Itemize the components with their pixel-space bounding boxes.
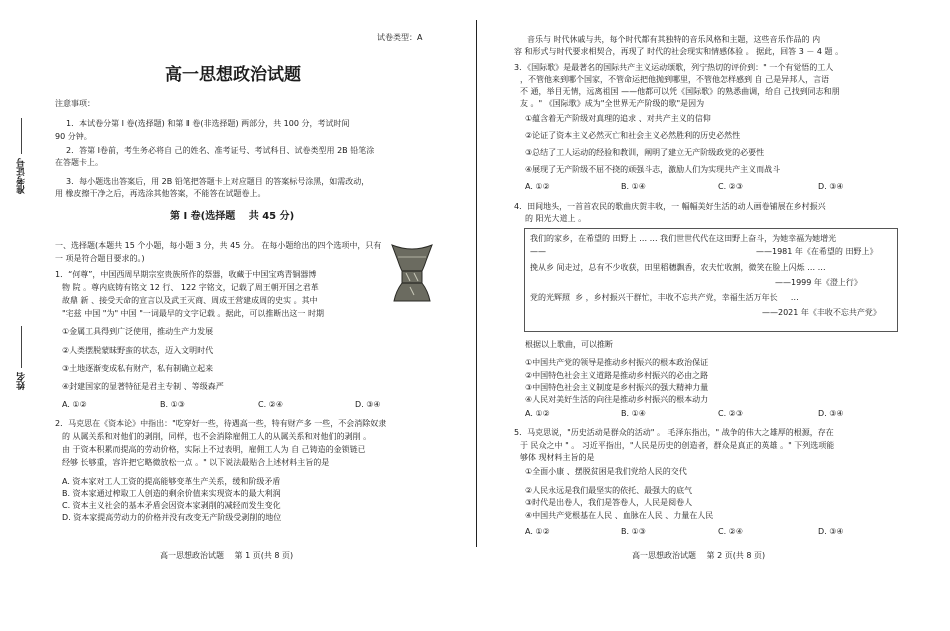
q4-choice-c: C. ②③	[718, 409, 744, 418]
q3-line-1: 3．《国际歌》是最著名的国际共产主义运动颂歌，列宁热切的评价到：" 一个有觉悟的工人	[514, 63, 834, 72]
note-1a: 1．本试卷分第 Ⅰ 卷(选择题) 和第 Ⅱ 卷(非选择题) 两部分，共 100 分，考试时间	[66, 119, 350, 128]
q3-option-1: ①蕴含着无产阶级对真理的追求 、对共产主义的信仰	[525, 114, 711, 123]
q3-line-2: ，不管他来到哪个国家，不管命运把他抛到哪里，不管他怎样感到 自 己是异邦人，言语	[520, 75, 830, 84]
q3-option-2: ②论证了资本主义必然灭亡和社会主义必然胜利的历史必然性	[525, 131, 741, 140]
footer-right: 高一思想政治试题 第 2 页(共 8 页)	[632, 551, 766, 560]
q1-choice-a: A. ①②	[62, 400, 87, 409]
name-label: 姓名	[17, 372, 27, 390]
footer-left: 高一思想政治试题 第 1 页(共 8 页)	[160, 551, 294, 560]
note-3b: 用 橡皮擦干净之后，再选涂其他答案，不能答在试题卷上。	[55, 189, 266, 198]
q1-line-2: 物 院 。尊内底铸有铭文 12 行、 122 字铭文，记载了周王朝开国之君革	[62, 283, 319, 292]
q1-line-3: 故鼎 新 、接受天命的宣言以及武王灭商、周成王营建成周的史实 。其中	[62, 296, 318, 305]
q4-option-2: ②中国特色社会主义道路是推动乡村振兴的必由之路	[525, 371, 709, 380]
q1-line-1: 1．“何尊”，中国西周早期宗室贵族所作的祭器，收藏于中国宝鸡青铜器博	[55, 270, 317, 279]
he-zun-vessel-image	[388, 243, 436, 303]
q4-line-1: 4．田间地头，一首首农民的歌曲庆贺丰收，一 幅幅美好生活的动人画卷铺展在乡村振兴	[514, 202, 826, 211]
q1-option-3: ③土地逐渐变成私有财产，私有制确立起来	[62, 364, 214, 373]
q3-choice-a: A. ①②	[525, 182, 550, 191]
q3-4-intro-1: 音乐与 时代休戚与共，每个时代都有其独特的音乐风格和主题，这些音乐作品的 内	[527, 35, 821, 44]
q1-choice-d: D. ③④	[355, 400, 381, 409]
note-3a: 3．每小题选出答案后，用 2B 铅笔把答题卡上对应题目 的答案标号涂黑，如需改动，	[66, 177, 370, 186]
q5-option-2: ②人民永远是我们最坚实的依托、最强大的底气	[525, 486, 693, 495]
lyric-1-dash: ——	[530, 247, 546, 256]
part1-instruction-b: 一 项是符合题目要求的。)	[55, 254, 145, 263]
q3-4-intro-2: 容 和形式与时代要求相契合，再现了 时代的社会现实和情感体验 。 据此，回答 3 － 4 题 。	[514, 47, 844, 56]
exam-type: 试卷类型：A	[377, 33, 423, 42]
candidate-number-label: 准考证号	[17, 158, 27, 194]
q4-choice-d: D. ③④	[818, 409, 844, 418]
lyric-1-source: ——1981 年《在希望的 田野上》	[756, 247, 878, 256]
q2-choice-b: B. 资本家通过榨取工人创造的剩余价值来实现资本的最大利润	[62, 489, 281, 498]
q2-line-4: 经够 长够重，容许把它略微放松一点 。" 以下说法最贴合上述材料主旨的是	[62, 458, 330, 467]
note-2a: 2．答第 Ⅰ卷前，考生务必将自 己的姓名、准考证号、考试科目、试卷类型用 2B 铅笔涂	[66, 146, 375, 155]
q3-choice-b: B. ①④	[621, 182, 646, 191]
q3-choice-c: C. ②③	[718, 182, 744, 191]
q3-option-3: ③总结了工人运动的经验和教训，阐明了建立无产阶级政党的必要性	[525, 148, 765, 157]
q5-line-3: 够体 现材料主旨的是	[520, 453, 595, 462]
q2-choice-d: D. 资本家提高劳动力的价格并没有改变无产阶级受剥削的地位	[62, 513, 282, 522]
q4-option-3: ③中国特色社会主义制度是乡村振兴的强大精神力量	[525, 383, 709, 392]
q4-line-2: 的 阳光大道上 。	[525, 214, 587, 223]
q1-option-1: ①金属工具得到广泛使用，推动生产力发展	[62, 327, 214, 336]
note-1b: 90 分钟。	[55, 132, 92, 141]
lyric-1: 我们的家乡，在希望的 田野上 … … 我们世世代代在这田野上奋斗，为她幸福为她增光	[530, 234, 837, 243]
q2-line-2: 的 从属关系和对他们的剥削，同样，也不会消除雇佣工人的从属关系和对他们的剥削 。	[62, 432, 372, 441]
q3-line-4: 友 。" 《国际歌》成为"全世界无产阶级的歌"是因为	[520, 99, 705, 108]
q5-line-2: 于 民众之中 " 。 习近平指出，"人民是历史的创造者，群众是真正的英雄 。" 下列选项能	[520, 441, 835, 450]
q3-choice-d: D. ③④	[818, 182, 844, 191]
q2-line-3: 由 于资本积累而提高的劳动价格，实际上不过表明，雇佣工人为 自 己铸造的金锁链已	[62, 445, 366, 454]
lyric-2: 挽从乡 间走过，总有不少收获，田里稻穗飘香，农夫忙收割，微笑在脸上闪烁 … …	[530, 263, 826, 272]
q5-choice-d: D. ③④	[818, 527, 844, 536]
q2-choice-a: A. 资本家对工人工资的提高能够变革生产关系，缓和阶级矛盾	[62, 477, 281, 486]
lyric-3: 党的光辉照 ⁣ 乡 ，乡村振兴干群忙，丰收不忘共产党，幸福生活万年长 …	[530, 293, 799, 302]
q5-choice-c: C. ②④	[718, 527, 744, 536]
q1-line-4: "宅兹 中国 "为" 中国 "一词最早的文字记载 。据此，可以推断出这一 时期	[62, 309, 324, 318]
q1-choice-c: C. ②④	[258, 400, 284, 409]
part1-instruction-a: 一、选择题(本题共 15 个小题，每小题 3 分，共 45 分。 在每小题给出的四个选项中，只有	[55, 241, 382, 250]
q5-choice-b: B. ①③	[621, 527, 646, 536]
q4-infer: 根据以上歌曲，可以推断	[525, 340, 613, 349]
q1-choice-b: B. ①③	[160, 400, 185, 409]
lyric-3-source: ——2021 年《丰收不忘共产党》	[762, 308, 881, 317]
candidate-number-line	[21, 118, 22, 154]
q4-option-1: ①中国共产党的领导是推动乡村振兴的根本政治保证	[525, 358, 709, 367]
q4-option-4: ④人民对美好生活的向往是推动乡村振兴的根本动力	[525, 395, 709, 404]
q2-choice-c: C. 资本主义社会的基本矛盾会因资本家剥削的减轻而发生变化	[62, 501, 281, 510]
lyric-2-source: ——1999 年《澄上行》	[775, 278, 862, 287]
q4-choice-b: B. ①④	[621, 409, 646, 418]
name-line	[21, 326, 22, 368]
note-2b: 在答题卡上。	[55, 158, 103, 167]
q5-choice-a: A. ①②	[525, 527, 550, 536]
q5-option-3: ③时代是出卷人，我们是答卷人，人民是阅卷人	[525, 498, 693, 507]
q3-line-3: 不 通，举目无情，远离祖国 ——他都可以凭《国际歌》的熟悉曲调，给自 己找到同志和朋	[520, 87, 840, 96]
q4-choice-a: A. ①②	[525, 409, 550, 418]
q1-option-2: ②人类摆脱蒙昧野蛮的状态，迈入文明时代	[62, 346, 214, 355]
page-title: 高一思想政治试题	[165, 65, 301, 85]
q1-option-4: ④封建国家的显著特征是君主专制 、等级森严	[62, 382, 224, 391]
q3-option-4: ④展现了无产阶级不屈不挠的顽强斗志，激励人们为实现共产主义而战斗	[525, 165, 781, 174]
q5-line-1: 5．马克思说，"历史活动是群众的活动" 。 毛泽东指出，" 战争的伟大之雄厚的根源，存在	[514, 428, 834, 437]
q5-option-1: ①全面小康 、摆脱贫困是我们党给人民的交代	[525, 467, 687, 476]
page-divider	[476, 20, 477, 547]
part1-title: 第 Ⅰ 卷(选择题 共 45 分)	[170, 211, 295, 222]
q2-line-1: 2．马克思在《资本论》中指出："吃穿好一些，待遇高一些，特有财产多 一些，不会消除奴隶	[55, 419, 387, 428]
notes-heading: 注意事项：	[55, 99, 95, 108]
q5-option-4: ④中国共产党根基在人民 、血脉在人民 、力量在人民	[525, 511, 714, 520]
